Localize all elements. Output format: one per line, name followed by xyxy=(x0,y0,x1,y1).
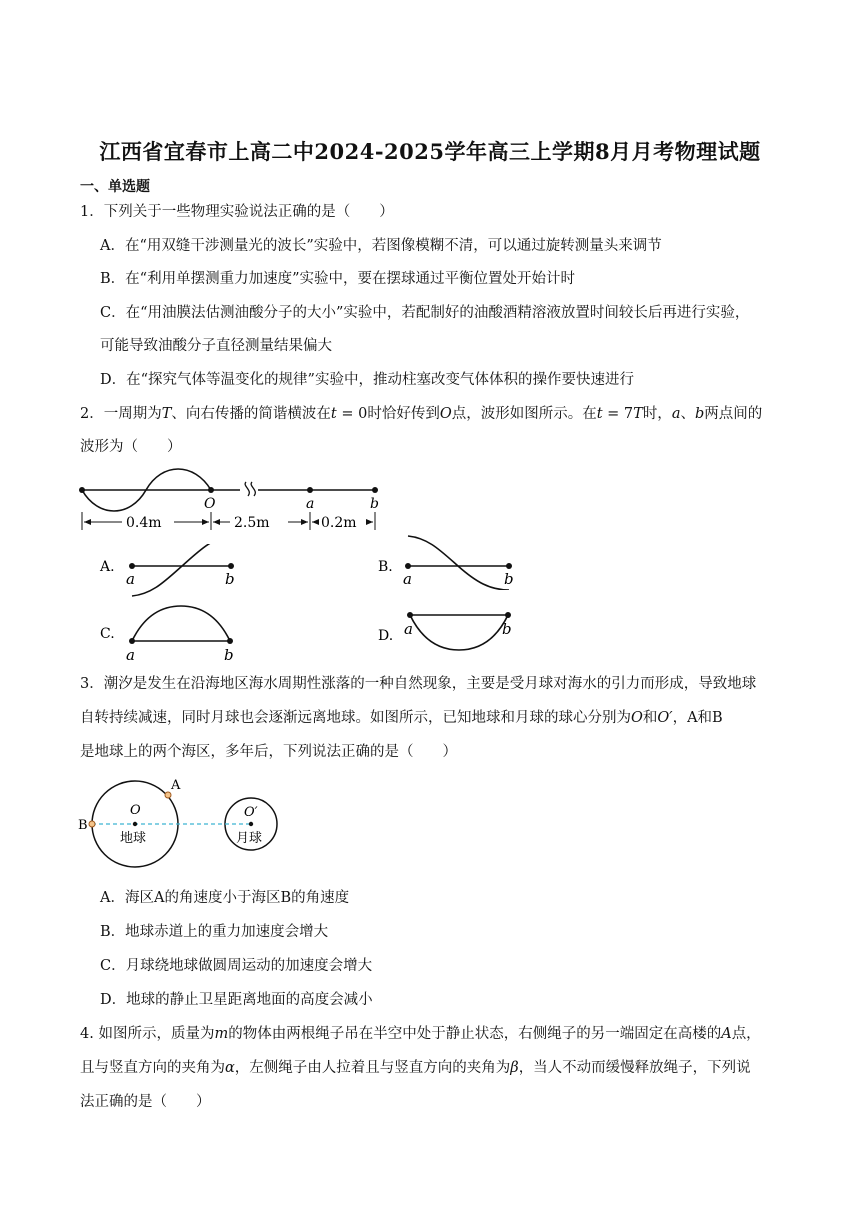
svg-text:b: b xyxy=(225,570,235,588)
q4-stem-line2: 且与竖直方向的夹角为α，左侧绳子由人拉着且与竖直方向的夹角为β，当人不动而缓慢释放绳子，下列说 xyxy=(80,1060,751,1076)
q3-option-b: B．地球赤道上的重力加速度会增大 xyxy=(100,924,329,940)
svg-text:A: A xyxy=(171,778,181,793)
q3-stem-line2: 自转持续减速，同时月球也会逐渐远离地球。如图所示，已知地球和月球的球心分别为O和O′，A和B xyxy=(80,710,723,726)
q3-stem-line1: 3．潮汐是发生在沿海地区海水周期性涨落的一种自然现象，主要是受月球对海水的引力而形成，导致地球 xyxy=(80,676,757,692)
q3-earth-moon-figure xyxy=(74,772,294,882)
q2-option-c-figure xyxy=(96,600,256,664)
q2-option-b-figure xyxy=(374,530,534,590)
q3-stem-line3: 是地球上的两个海区，多年后，下列说法正确的是（ ） xyxy=(80,744,457,760)
q1-option-a: A．在“用双缝干涉测量光的波长”实验中，若图像模糊不清，可以通过旋转测量头来调节 xyxy=(100,238,662,254)
svg-text:a: a xyxy=(404,620,413,638)
svg-text:A.: A. xyxy=(100,559,115,575)
section-heading: 一、单选题 xyxy=(80,179,150,195)
q1-option-b: B．在“利用单摆测重力加速度”实验中，要在摆球通过平衡位置处开始计时 xyxy=(100,271,575,287)
svg-text:a: a xyxy=(126,646,135,664)
svg-text:B: B xyxy=(78,818,88,833)
q1-option-c-cont: 可能导致油酸分子直径测量结果偏大 xyxy=(100,338,332,354)
q2-option-a-figure xyxy=(96,544,256,598)
q4-stem-line1: 4. 如图所示，质量为m的物体由两根绳子吊在半空中处于静止状态，右侧绳子的另一端固定在高楼的A点， xyxy=(80,1026,761,1042)
q2-stem: 2．一周期为T、向右传播的简谐横波在t = 0时恰好传到O点，波形如图所示。在t = 7T时，a、b两点间的 xyxy=(80,406,763,422)
q3-option-d: D．地球的静止卫星距离地面的高度会减小 xyxy=(100,992,373,1008)
svg-text:B.: B. xyxy=(378,559,393,575)
dimension-2.5m: 2.5m xyxy=(234,515,270,531)
dimension-0.4m: 0.4m xyxy=(126,515,162,531)
svg-text:a: a xyxy=(403,570,412,588)
page-title: 江西省宜春市上高二中2024-2025学年高三上学期8月月考物理试题 xyxy=(99,139,761,164)
svg-text:D.: D. xyxy=(378,628,394,644)
label-b: b xyxy=(370,496,379,512)
q2-stem-cont: 波形为（ ） xyxy=(80,439,182,455)
q1-stem: 1．下列关于一些物理实验说法正确的是（ ） xyxy=(80,204,394,220)
label-a: a xyxy=(306,496,315,512)
svg-text:月球: 月球 xyxy=(236,831,263,846)
q4-stem-line3: 法正确的是（ ） xyxy=(80,1094,211,1110)
label-o: O xyxy=(204,496,216,512)
q3-option-a: A．海区A的角速度小于海区B的角速度 xyxy=(100,890,350,906)
svg-text:b: b xyxy=(224,646,234,664)
q1-option-c: C．在“用油膜法估测油酸分子的大小”实验中，若配制好的油酸酒精溶液放置时间较长后再进行实验， xyxy=(100,305,750,321)
q3-option-c: C．月球绕地球做圆周运动的加速度会增大 xyxy=(100,958,373,974)
svg-text:a: a xyxy=(126,570,135,588)
q2-wave-figure xyxy=(70,466,400,536)
svg-text:b: b xyxy=(502,620,512,638)
dimension-0.2m: 0.2m xyxy=(321,515,357,531)
svg-text:b: b xyxy=(504,570,514,588)
q2-option-d-figure xyxy=(374,604,534,666)
svg-text:O: O xyxy=(130,803,141,818)
svg-text:地球: 地球 xyxy=(120,831,147,846)
q1-option-d: D．在“探究气体等温变化的规律”实验中，推动柱塞改变气体体积的操作要快速进行 xyxy=(100,372,634,388)
sea-area-b-dot xyxy=(89,821,95,827)
svg-text:O′: O′ xyxy=(244,805,258,820)
svg-text:C.: C. xyxy=(100,626,115,642)
break-mark xyxy=(245,482,255,496)
